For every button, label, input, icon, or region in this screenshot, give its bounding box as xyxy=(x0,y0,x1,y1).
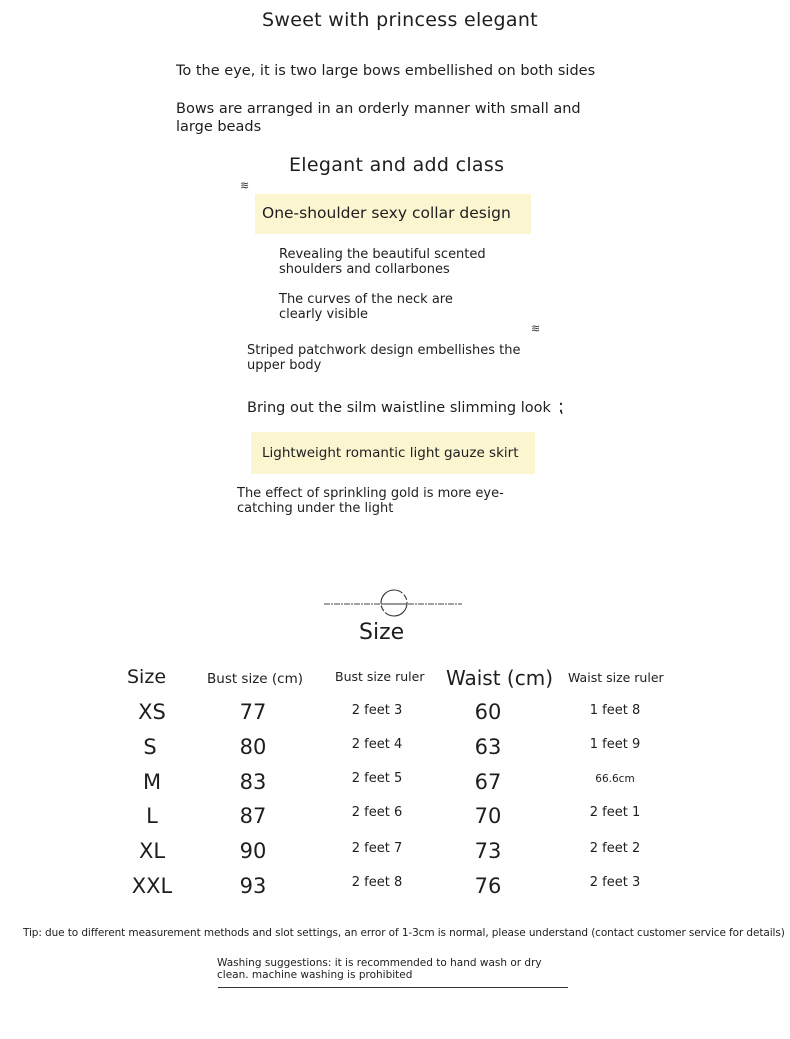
intro-line-1: To the eye, it is two large bows embellished on both sides xyxy=(176,63,596,79)
table-cell-bust-ruler: 2 feet 4 xyxy=(351,737,403,752)
table-cell-waist-ruler: 2 feet 1 xyxy=(589,805,641,820)
stripe-desc: Striped patchwork design embellishes the upper body xyxy=(247,343,521,373)
table-cell-size: XS xyxy=(138,700,166,724)
table-cell-waist: 70 xyxy=(474,804,502,828)
squiggle-icon: ≋ xyxy=(240,179,248,192)
table-header-bust: Bust size (cm) xyxy=(207,671,304,687)
tip-text: Tip: due to different measurement methods and slot settings, an error of 1-3cm is normal, please understand (contact customer service for details) xyxy=(23,927,785,939)
table-cell-bust: 80 xyxy=(239,735,267,759)
quote-mark-icon: ⁏ xyxy=(557,396,564,417)
table-cell-bust: 87 xyxy=(239,804,267,828)
table-cell-size: XXL xyxy=(131,874,173,898)
table-cell-bust: 83 xyxy=(239,770,267,794)
table-cell-waist-ruler: 2 feet 2 xyxy=(589,841,641,856)
table-cell-waist-ruler: 66.6cm xyxy=(595,773,635,785)
skirt-highlight-box xyxy=(251,432,535,474)
table-cell-waist-ruler: 2 feet 3 xyxy=(589,875,641,890)
squiggle-icon: ≋ xyxy=(531,322,539,335)
table-cell-bust-ruler: 2 feet 6 xyxy=(351,805,403,820)
table-header-size: Size xyxy=(127,666,167,688)
collar-title: One-shoulder sexy collar design xyxy=(262,204,511,222)
washing-underline xyxy=(218,987,568,988)
table-header-waist-ruler: Waist size ruler xyxy=(568,670,664,685)
table-cell-waist: 76 xyxy=(474,874,502,898)
table-cell-bust-ruler: 2 feet 8 xyxy=(351,875,403,890)
table-cell-waist: 73 xyxy=(474,839,502,863)
collar-highlight-box xyxy=(255,194,531,234)
size-section-title: Size xyxy=(359,620,405,645)
table-cell-bust: 77 xyxy=(239,700,267,724)
waist-desc xyxy=(247,396,564,417)
table-cell-bust-ruler: 2 feet 5 xyxy=(351,771,403,786)
table-cell-waist: 60 xyxy=(474,700,502,724)
table-cell-waist-ruler: 1 feet 8 xyxy=(589,703,641,718)
table-cell-size: XL xyxy=(138,839,166,863)
page-heading: Sweet with princess elegant xyxy=(262,9,538,31)
table-cell-bust-ruler: 2 feet 3 xyxy=(351,703,403,718)
intro-line-2: Bows are arranged in an orderly manner with small and large beads xyxy=(176,101,581,135)
table-cell-bust: 90 xyxy=(239,839,267,863)
table-cell-bust: 93 xyxy=(239,874,267,898)
collar-desc-1: Revealing the beautiful scented shoulders and collarbones xyxy=(279,247,486,277)
washing-text: Washing suggestions: it is recommended to hand wash or dry clean. machine washing is prohibited xyxy=(217,957,542,981)
table-cell-waist: 67 xyxy=(474,770,502,794)
table-cell-waist: 63 xyxy=(474,735,502,759)
table-cell-size: M xyxy=(142,770,162,794)
table-cell-waist-ruler: 1 feet 9 xyxy=(589,737,641,752)
table-cell-size: L xyxy=(146,804,158,828)
table-cell-size: S xyxy=(143,735,157,759)
table-cell-bust-ruler: 2 feet 7 xyxy=(351,841,403,856)
divider-circle xyxy=(381,590,407,616)
table-header-bust-ruler: Bust size ruler xyxy=(335,669,425,684)
section-title: Elegant and add class xyxy=(289,154,505,176)
divider-ornament xyxy=(320,588,466,618)
skirt-desc: The effect of sprinkling gold is more eye-catching under the light xyxy=(237,486,504,516)
table-header-waist: Waist (cm) xyxy=(446,666,554,690)
skirt-title: Lightweight romantic light gauze skirt xyxy=(262,445,519,461)
waist-desc-text: Bring out the silm waistline slimming look xyxy=(247,400,551,416)
collar-desc-2: The curves of the neck are clearly visible xyxy=(279,292,453,322)
